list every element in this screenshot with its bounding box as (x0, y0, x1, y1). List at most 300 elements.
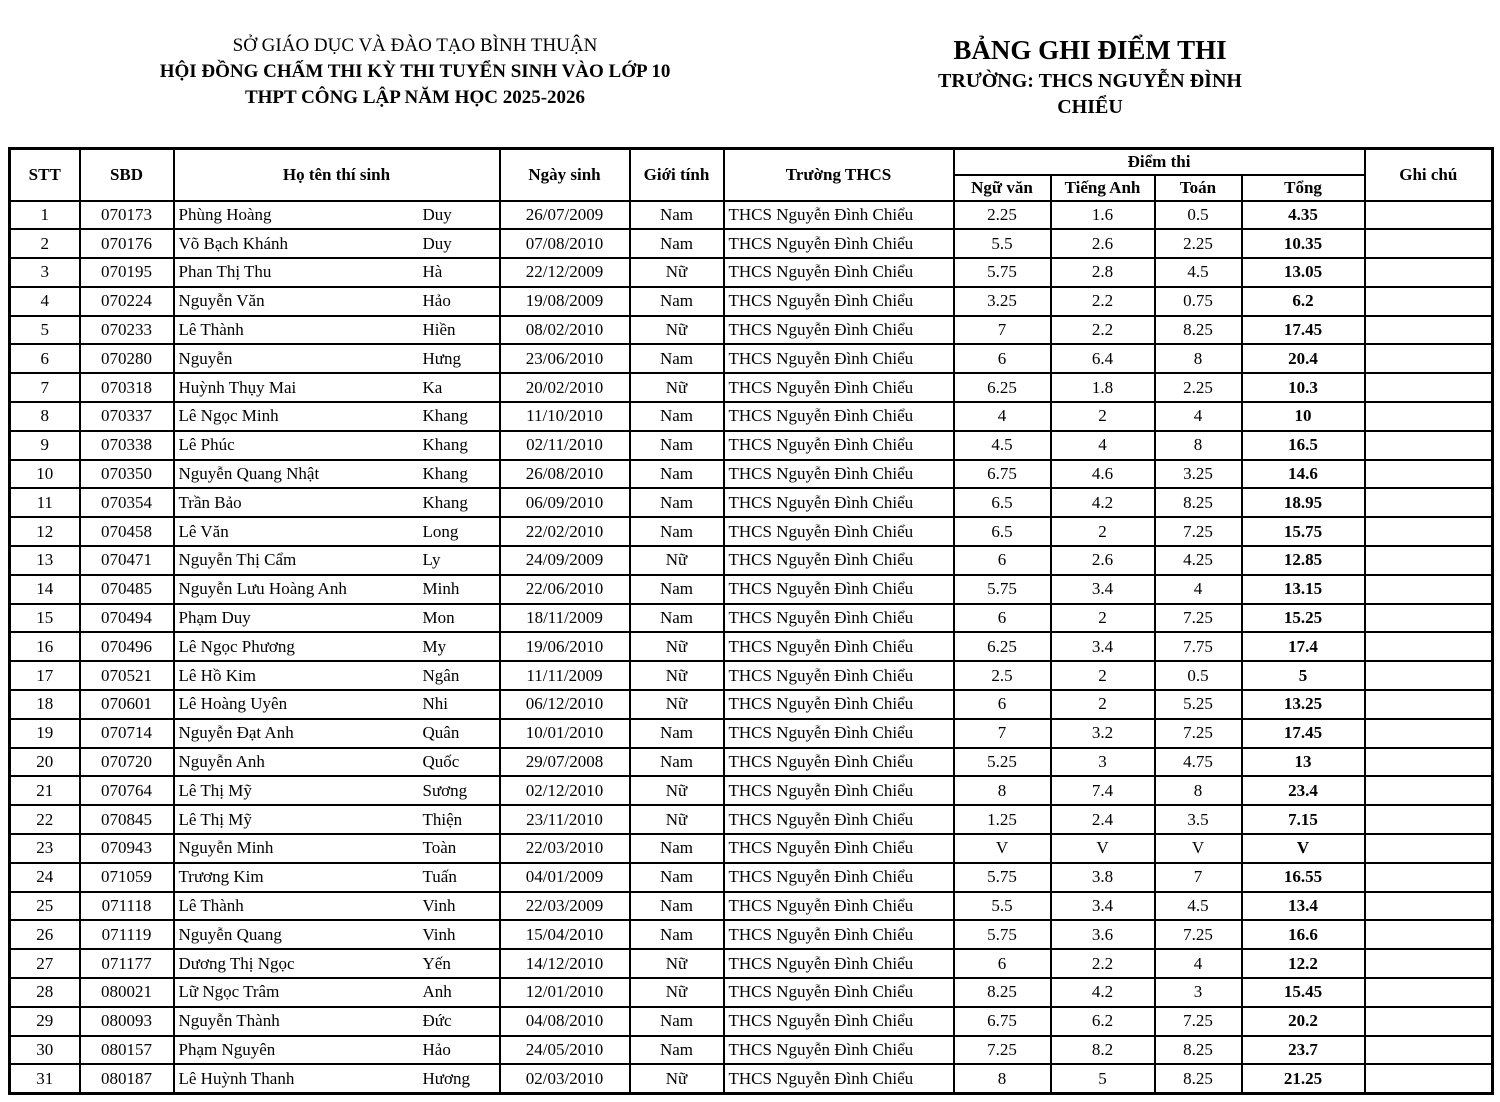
cell-school: THCS Nguyễn Đình Chiểu (724, 201, 954, 230)
cell-gender: Nam (630, 719, 724, 748)
cell-literature-score: 8 (954, 1064, 1051, 1093)
cell-notes (1365, 632, 1493, 661)
cell-total-score: 13.4 (1242, 892, 1365, 921)
cell-sbd: 070720 (80, 748, 174, 777)
cell-gender: Nam (630, 229, 724, 258)
cell-name (174, 892, 500, 921)
cell-school: THCS Nguyễn Đình Chiểu (724, 373, 954, 402)
cell-english-score: 4.6 (1051, 460, 1155, 489)
cell-sbd: 070494 (80, 604, 174, 633)
cell-stt: 12 (10, 517, 80, 546)
cell-literature-score: 6.25 (954, 632, 1051, 661)
cell-school: THCS Nguyễn Đình Chiểu (724, 258, 954, 287)
cell-stt: 24 (10, 863, 80, 892)
cell-sbd: 070943 (80, 834, 174, 863)
cell-math-score: 4.75 (1155, 748, 1242, 777)
cell-math-score: 4 (1155, 402, 1242, 431)
cell-name (174, 258, 500, 287)
table-row (10, 719, 1493, 748)
given-name: Hảo (422, 291, 451, 311)
col-header-school: Trường THCS (724, 149, 954, 201)
cell-total-score: 4.35 (1242, 201, 1365, 230)
cell-total-score: 23.4 (1242, 776, 1365, 805)
family-name: Lê Ngọc Minh (178, 406, 279, 426)
cell-dob: 22/06/2010 (500, 575, 630, 604)
cell-stt: 6 (10, 344, 80, 373)
cell-stt: 2 (10, 229, 80, 258)
table-row (10, 805, 1493, 834)
cell-name (174, 719, 500, 748)
family-name: Trương Kim (178, 867, 264, 887)
cell-total-score: 6.2 (1242, 287, 1365, 316)
family-name: Phạm Nguyên (178, 1040, 276, 1059)
cell-math-score: 7.25 (1155, 604, 1242, 633)
given-name: Đức (422, 1011, 452, 1031)
family-name: Phan Thị Thu (178, 262, 272, 282)
cell-total-score: 10.35 (1242, 229, 1365, 258)
cell-stt: 8 (10, 402, 80, 431)
family-name: Lê Văn (178, 521, 229, 541)
cell-literature-score: 6.75 (954, 1007, 1051, 1036)
cell-name (174, 431, 500, 460)
family-name: Lê Hoàng Uyên (178, 694, 288, 714)
cell-notes (1365, 402, 1493, 431)
cell-gender: Nam (630, 604, 724, 633)
cell-english-score: 2 (1051, 604, 1155, 633)
cell-english-score: 6.2 (1051, 1007, 1155, 1036)
cell-math-score: 4 (1155, 575, 1242, 604)
given-name: Vinh (422, 924, 456, 944)
table-row (10, 834, 1493, 863)
cell-school: THCS Nguyễn Đình Chiểu (724, 1007, 954, 1036)
cell-total-score: 10.3 (1242, 373, 1365, 402)
cell-notes (1365, 776, 1493, 805)
cell-sbd: 071119 (80, 920, 174, 949)
col-header-literature: Ngữ văn (954, 175, 1051, 201)
cell-name (174, 1007, 500, 1036)
cell-dob: 07/08/2010 (500, 229, 630, 258)
cell-english-score: 2 (1051, 661, 1155, 690)
family-name: Nguyễn Quang (178, 924, 282, 944)
cell-total-score: 5 (1242, 661, 1365, 690)
cell-name (174, 863, 500, 892)
cell-gender: Nam (630, 920, 724, 949)
cell-gender: Nữ (630, 978, 724, 1007)
cell-name (174, 661, 500, 690)
cell-notes (1365, 805, 1493, 834)
cell-dob: 26/08/2010 (500, 460, 630, 489)
cell-math-score: 7 (1155, 863, 1242, 892)
cell-stt: 22 (10, 805, 80, 834)
cell-notes (1365, 1036, 1493, 1065)
cell-math-score: 0.75 (1155, 287, 1242, 316)
cell-gender: Nam (630, 431, 724, 460)
cell-english-score: 2.2 (1051, 949, 1155, 978)
cell-stt: 14 (10, 575, 80, 604)
cell-stt: 13 (10, 546, 80, 575)
cell-literature-score: 8.25 (954, 978, 1051, 1007)
cell-school: THCS Nguyễn Đình Chiểu (724, 575, 954, 604)
cell-sbd: 070485 (80, 575, 174, 604)
cell-stt: 25 (10, 892, 80, 921)
cell-total-score: 16.55 (1242, 863, 1365, 892)
table-row (10, 863, 1493, 892)
given-name: Hiền (422, 320, 456, 340)
cell-school: THCS Nguyễn Đình Chiểu (724, 1064, 954, 1093)
cell-notes (1365, 719, 1493, 748)
cell-total-score: 21.25 (1242, 1064, 1365, 1093)
cell-school: THCS Nguyễn Đình Chiểu (724, 949, 954, 978)
cell-school: THCS Nguyễn Đình Chiểu (724, 488, 954, 517)
cell-name (174, 1064, 500, 1093)
cell-dob: 19/06/2010 (500, 632, 630, 661)
cell-math-score: 4.25 (1155, 546, 1242, 575)
cell-notes (1365, 863, 1493, 892)
table-row (10, 1064, 1493, 1093)
cell-sbd: 070224 (80, 287, 174, 316)
cell-name (174, 229, 500, 258)
cell-total-score: 15.75 (1242, 517, 1365, 546)
cell-math-score: 4.5 (1155, 258, 1242, 287)
cell-literature-score: 6.5 (954, 488, 1051, 517)
cell-dob: 04/01/2009 (500, 863, 630, 892)
cell-total-score: 13 (1242, 748, 1365, 777)
cell-literature-score: 7 (954, 719, 1051, 748)
cell-name (174, 632, 500, 661)
family-name: Lê Phúc (178, 435, 235, 455)
cell-literature-score: 6.5 (954, 517, 1051, 546)
given-name: Minh (422, 579, 460, 599)
cell-notes (1365, 258, 1493, 287)
cell-school: THCS Nguyễn Đình Chiểu (724, 978, 954, 1007)
cell-dob: 22/12/2009 (500, 258, 630, 287)
cell-sbd: 070496 (80, 632, 174, 661)
table-row (10, 920, 1493, 949)
cell-gender: Nữ (630, 373, 724, 402)
cell-school: THCS Nguyễn Đình Chiểu (724, 805, 954, 834)
cell-english-score: 2.8 (1051, 258, 1155, 287)
given-name: Khang (422, 406, 468, 426)
family-name: Lê Thị Mỹ (178, 780, 252, 800)
family-name: Trần Bảo (178, 492, 242, 512)
cell-stt: 17 (10, 661, 80, 690)
cell-sbd: 070195 (80, 258, 174, 287)
cell-stt: 16 (10, 632, 80, 661)
cell-literature-score: 8 (954, 776, 1051, 805)
cell-gender: Nam (630, 1007, 724, 1036)
cell-sbd: 070176 (80, 229, 174, 258)
cell-school: THCS Nguyễn Đình Chiểu (724, 1036, 954, 1065)
cell-math-score: 5.25 (1155, 690, 1242, 719)
cell-math-score: 7.25 (1155, 920, 1242, 949)
cell-name (174, 344, 500, 373)
table-row (10, 748, 1493, 777)
family-name: Nguyễn Thị Cẩm (178, 550, 297, 570)
cell-stt: 29 (10, 1007, 80, 1036)
col-header-total: Tổng (1242, 175, 1365, 201)
col-header-math: Toán (1155, 175, 1242, 201)
table-row (10, 287, 1493, 316)
cell-english-score: 4.2 (1051, 978, 1155, 1007)
family-name: Lê Hồ Kim (178, 665, 256, 685)
cell-school: THCS Nguyễn Đình Chiểu (724, 431, 954, 460)
family-name: Nguyễn Đạt Anh (178, 723, 294, 743)
table-row (10, 1036, 1493, 1065)
table-header (10, 149, 1493, 201)
cell-sbd: 080187 (80, 1064, 174, 1093)
cell-math-score: V (1155, 834, 1242, 863)
cell-total-score: 18.95 (1242, 488, 1365, 517)
cell-name (174, 488, 500, 517)
cell-name (174, 604, 500, 633)
cell-math-score: 8.25 (1155, 488, 1242, 517)
col-header-name: Họ tên thí sinh (174, 149, 500, 201)
cell-total-score: 15.25 (1242, 604, 1365, 633)
cell-school: THCS Nguyễn Đình Chiểu (724, 834, 954, 863)
cell-gender: Nữ (630, 632, 724, 661)
given-name: Anh (422, 982, 452, 1002)
col-header-stt: STT (10, 149, 80, 201)
cell-sbd: 070845 (80, 805, 174, 834)
cell-school: THCS Nguyễn Đình Chiểu (724, 719, 954, 748)
cell-total-score: 17.4 (1242, 632, 1365, 661)
cell-total-score: V (1242, 834, 1365, 863)
cell-sbd: 070601 (80, 690, 174, 719)
cell-gender: Nam (630, 460, 724, 489)
cell-english-score: 2.6 (1051, 229, 1155, 258)
title-block (880, 34, 1300, 120)
cell-english-score: 2.2 (1051, 316, 1155, 345)
cell-notes (1365, 949, 1493, 978)
cell-english-score: 2.4 (1051, 805, 1155, 834)
cell-sbd: 071118 (80, 892, 174, 921)
col-header-notes: Ghi chú (1365, 149, 1493, 201)
cell-math-score: 3.25 (1155, 460, 1242, 489)
cell-sbd: 070318 (80, 373, 174, 402)
cell-dob: 10/01/2010 (500, 719, 630, 748)
cell-sbd: 070714 (80, 719, 174, 748)
family-name: Lữ Ngọc Trâm (178, 982, 280, 1002)
cell-name (174, 201, 500, 230)
table-row (10, 978, 1493, 1007)
table-row (10, 344, 1493, 373)
cell-school: THCS Nguyễn Đình Chiểu (724, 748, 954, 777)
cell-dob: 15/04/2010 (500, 920, 630, 949)
cell-total-score: 16.5 (1242, 431, 1365, 460)
cell-math-score: 7.25 (1155, 1007, 1242, 1036)
given-name: Khang (422, 464, 468, 484)
given-name: Hương (422, 1068, 470, 1088)
cell-gender: Nam (630, 488, 724, 517)
cell-notes (1365, 575, 1493, 604)
cell-literature-score: 6 (954, 344, 1051, 373)
cell-notes (1365, 373, 1493, 402)
cell-stt: 31 (10, 1064, 80, 1093)
given-name: Mon (422, 608, 455, 628)
cell-school: THCS Nguyễn Đình Chiểu (724, 287, 954, 316)
cell-total-score: 14.6 (1242, 460, 1365, 489)
cell-sbd: 070471 (80, 546, 174, 575)
cell-literature-score: 1.25 (954, 805, 1051, 834)
cell-school: THCS Nguyễn Đình Chiểu (724, 920, 954, 949)
cell-stt: 23 (10, 834, 80, 863)
cell-notes (1365, 1007, 1493, 1036)
cell-math-score: 4.5 (1155, 892, 1242, 921)
cell-sbd: 070458 (80, 517, 174, 546)
cell-math-score: 7.75 (1155, 632, 1242, 661)
cell-name (174, 805, 500, 834)
cell-literature-score: 5.75 (954, 920, 1051, 949)
school-title: TRƯỜNG: THCS NGUYỄN ĐÌNH CHIỂU (938, 70, 1242, 118)
family-name: Phạm Duy (178, 608, 251, 628)
table-row (10, 776, 1493, 805)
cell-total-score: 20.2 (1242, 1007, 1365, 1036)
given-name: Long (422, 521, 459, 541)
cell-total-score: 13.25 (1242, 690, 1365, 719)
cell-math-score: 8.25 (1155, 1064, 1242, 1093)
cell-dob: 23/11/2010 (500, 805, 630, 834)
col-header-gender: Giới tính (630, 149, 724, 201)
issuer-department: SỞ GIÁO DỤC VÀ ĐÀO TẠO BÌNH THUẬN (232, 35, 598, 56)
cell-literature-score: 7.25 (954, 1036, 1051, 1065)
given-name: Vinh (422, 896, 456, 916)
family-name: Phùng Hoàng (178, 204, 272, 224)
cell-english-score: 3 (1051, 748, 1155, 777)
cell-stt: 19 (10, 719, 80, 748)
cell-name (174, 1036, 500, 1065)
cell-english-score: 2 (1051, 517, 1155, 546)
cell-english-score: 3.4 (1051, 575, 1155, 604)
cell-dob: 14/12/2010 (500, 949, 630, 978)
cell-math-score: 8.25 (1155, 316, 1242, 345)
cell-school: THCS Nguyễn Đình Chiểu (724, 863, 954, 892)
cell-dob: 19/08/2009 (500, 287, 630, 316)
cell-english-score: V (1051, 834, 1155, 863)
cell-total-score: 12.2 (1242, 949, 1365, 978)
cell-gender: Nam (630, 287, 724, 316)
family-name: Lê Thành (178, 896, 244, 916)
cell-dob: 11/11/2009 (500, 661, 630, 690)
table-row (10, 201, 1493, 230)
cell-school: THCS Nguyễn Đình Chiểu (724, 604, 954, 633)
cell-sbd: 080093 (80, 1007, 174, 1036)
cell-gender: Nữ (630, 690, 724, 719)
cell-dob: 02/11/2010 (500, 431, 630, 460)
cell-stt: 21 (10, 776, 80, 805)
cell-gender: Nữ (630, 546, 724, 575)
table-row (10, 1007, 1493, 1036)
cell-notes (1365, 517, 1493, 546)
cell-notes (1365, 661, 1493, 690)
cell-sbd: 070173 (80, 201, 174, 230)
family-name: Nguyễn Lưu Hoàng Anh (178, 579, 347, 599)
cell-name (174, 402, 500, 431)
cell-school: THCS Nguyễn Đình Chiểu (724, 661, 954, 690)
cell-name (174, 460, 500, 489)
cell-name (174, 978, 500, 1007)
cell-sbd: 071059 (80, 863, 174, 892)
cell-math-score: 2.25 (1155, 229, 1242, 258)
cell-notes (1365, 1064, 1493, 1093)
issuer-block (90, 33, 740, 111)
cell-english-score: 1.6 (1051, 201, 1155, 230)
cell-english-score: 3.6 (1051, 920, 1155, 949)
table-row (10, 460, 1493, 489)
cell-sbd: 070350 (80, 460, 174, 489)
cell-gender: Nam (630, 748, 724, 777)
family-name: Nguyễn Quang Nhật (178, 464, 320, 484)
cell-gender: Nữ (630, 316, 724, 345)
cell-literature-score: 5.75 (954, 575, 1051, 604)
cell-gender: Nữ (630, 949, 724, 978)
family-name: Nguyễn Văn (178, 291, 265, 311)
cell-math-score: 3 (1155, 978, 1242, 1007)
cell-literature-score: 2.5 (954, 661, 1051, 690)
cell-notes (1365, 920, 1493, 949)
cell-literature-score: 4.5 (954, 431, 1051, 460)
cell-school: THCS Nguyễn Đình Chiểu (724, 690, 954, 719)
cell-gender: Nam (630, 201, 724, 230)
cell-gender: Nam (630, 344, 724, 373)
cell-literature-score: 6 (954, 949, 1051, 978)
cell-literature-score: 5.75 (954, 258, 1051, 287)
cell-notes (1365, 488, 1493, 517)
table-row (10, 661, 1493, 690)
cell-school: THCS Nguyễn Đình Chiểu (724, 402, 954, 431)
cell-literature-score: 6 (954, 604, 1051, 633)
cell-sbd: 070233 (80, 316, 174, 345)
cell-dob: 22/02/2010 (500, 517, 630, 546)
cell-school: THCS Nguyễn Đình Chiểu (724, 776, 954, 805)
cell-total-score: 16.6 (1242, 920, 1365, 949)
cell-gender: Nữ (630, 776, 724, 805)
given-name: Sương (422, 780, 468, 800)
cell-gender: Nữ (630, 258, 724, 287)
given-name: Hảo (422, 1040, 451, 1059)
issuer-council: HỘI ĐỒNG CHẤM THI KỲ THI TUYỂN SINH VÀO LỚP 10 (159, 61, 671, 82)
cell-english-score: 4.2 (1051, 488, 1155, 517)
cell-stt: 28 (10, 978, 80, 1007)
table-row (10, 690, 1493, 719)
cell-name (174, 316, 500, 345)
given-name: My (422, 636, 447, 656)
table-row (10, 604, 1493, 633)
cell-name (174, 776, 500, 805)
cell-gender: Nữ (630, 1064, 724, 1093)
score-table (8, 147, 1494, 1095)
cell-dob: 08/02/2010 (500, 316, 630, 345)
cell-dob: 29/07/2008 (500, 748, 630, 777)
cell-total-score: 17.45 (1242, 316, 1365, 345)
cell-name (174, 748, 500, 777)
cell-dob: 20/02/2010 (500, 373, 630, 402)
cell-notes (1365, 229, 1493, 258)
cell-english-score: 4 (1051, 431, 1155, 460)
cell-notes (1365, 604, 1493, 633)
table-row (10, 402, 1493, 431)
given-name: Tuấn (422, 867, 457, 887)
cell-name (174, 575, 500, 604)
cell-name (174, 517, 500, 546)
cell-english-score: 1.8 (1051, 373, 1155, 402)
cell-stt: 3 (10, 258, 80, 287)
given-name: Khang (422, 435, 468, 455)
cell-english-score: 5 (1051, 1064, 1155, 1093)
family-name: Dương Thị Ngọc (178, 953, 295, 973)
cell-literature-score: 5.5 (954, 892, 1051, 921)
cell-notes (1365, 287, 1493, 316)
cell-name (174, 690, 500, 719)
